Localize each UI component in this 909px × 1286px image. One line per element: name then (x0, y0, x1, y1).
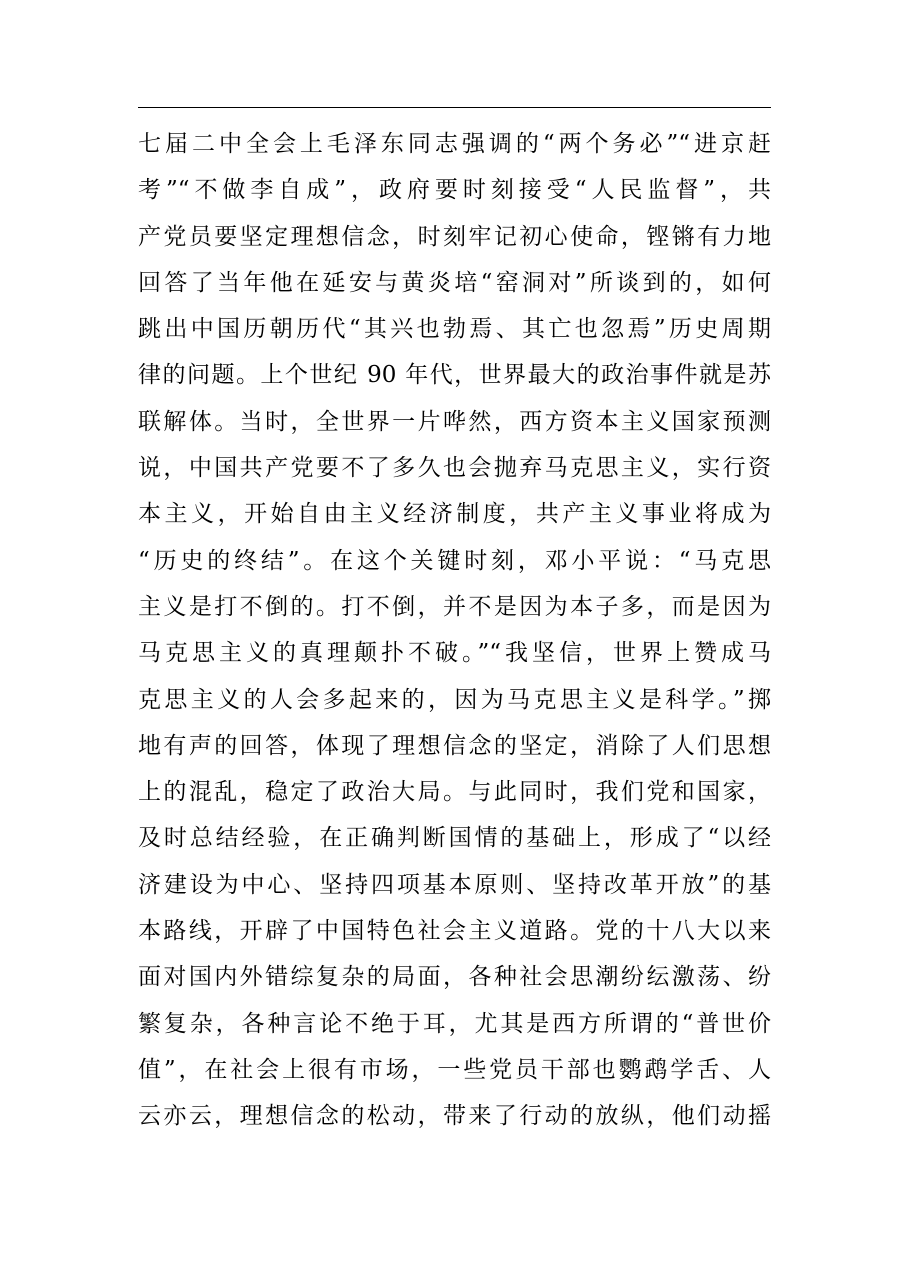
text-line: 七届二中全会上毛泽东同志强调的“两个务必”“进京赶 (138, 131, 771, 157)
body-paragraph (138, 121, 771, 1140)
text-line: 值”，在社会上很有市场，一些党员干部也鹦鹉学舌、人 (138, 1056, 771, 1083)
text-line: 面对国内外错综复杂的局面，各种社会思潮纷纭激荡、纷 (138, 964, 771, 991)
text-line: 繁复杂，各种言论不绝于耳，尤其是西方所谓的“普世价 (138, 1010, 771, 1037)
text-line: 产党员要坚定理想信念，时刻牢记初心使命，铿锵有力地 (138, 223, 771, 250)
text-line: 地有声的回答，体现了理想信念的坚定，消除了人们思想 (138, 732, 771, 759)
text-line: 主义是打不倒的。打不倒，并不是因为本子多，而是因为 (138, 593, 771, 620)
text-line: 克思主义的人会多起来的，因为马克思主义是科学。”掷 (138, 686, 771, 713)
text-line: 及时总结经验，在正确判断国情的基础上，形成了“以经 (138, 825, 771, 852)
text-line: 马克思主义的真理颠扑不破。”“我坚信，世界上赞成马 (138, 640, 771, 667)
text-line: 说，中国共产党要不了多久也会抛弃马克思主义，实行资 (138, 455, 771, 482)
header-rule (138, 107, 771, 108)
text-line: 律的问题。上个世纪 90 年代，世界最大的政治事件就是苏 (138, 362, 771, 389)
text-line: “历史的终结”。在这个关键时刻，邓小平说：“马克思 (138, 547, 771, 574)
text-line: 济建设为中心、坚持四项基本原则、坚持改革开放”的基 (138, 871, 771, 898)
text-line: 本路线，开辟了中国特色社会主义道路。党的十八大以来 (138, 918, 771, 945)
text-line: 本主义，开始自由主义经济制度，共产主义事业将成为 (138, 501, 771, 528)
text-line: 回答了当年他在延安与黄炎培“窑洞对”所谈到的，如何 (138, 269, 771, 296)
text-line: 考”“不做李自成”，政府要时刻接受“人民监督”，共 (138, 177, 771, 204)
text-line: 跳出中国历朝历代“其兴也勃焉、其亡也忽焉”历史周期 (138, 316, 771, 343)
text-line: 云亦云，理想信念的松动，带来了行动的放纵，他们动摇 (138, 1103, 771, 1130)
text-line: 上的混乱，稳定了政治大局。与此同时，我们党和国家， (138, 779, 771, 806)
text-line: 联解体。当时，全世界一片哗然，西方资本主义国家预测 (138, 408, 771, 435)
